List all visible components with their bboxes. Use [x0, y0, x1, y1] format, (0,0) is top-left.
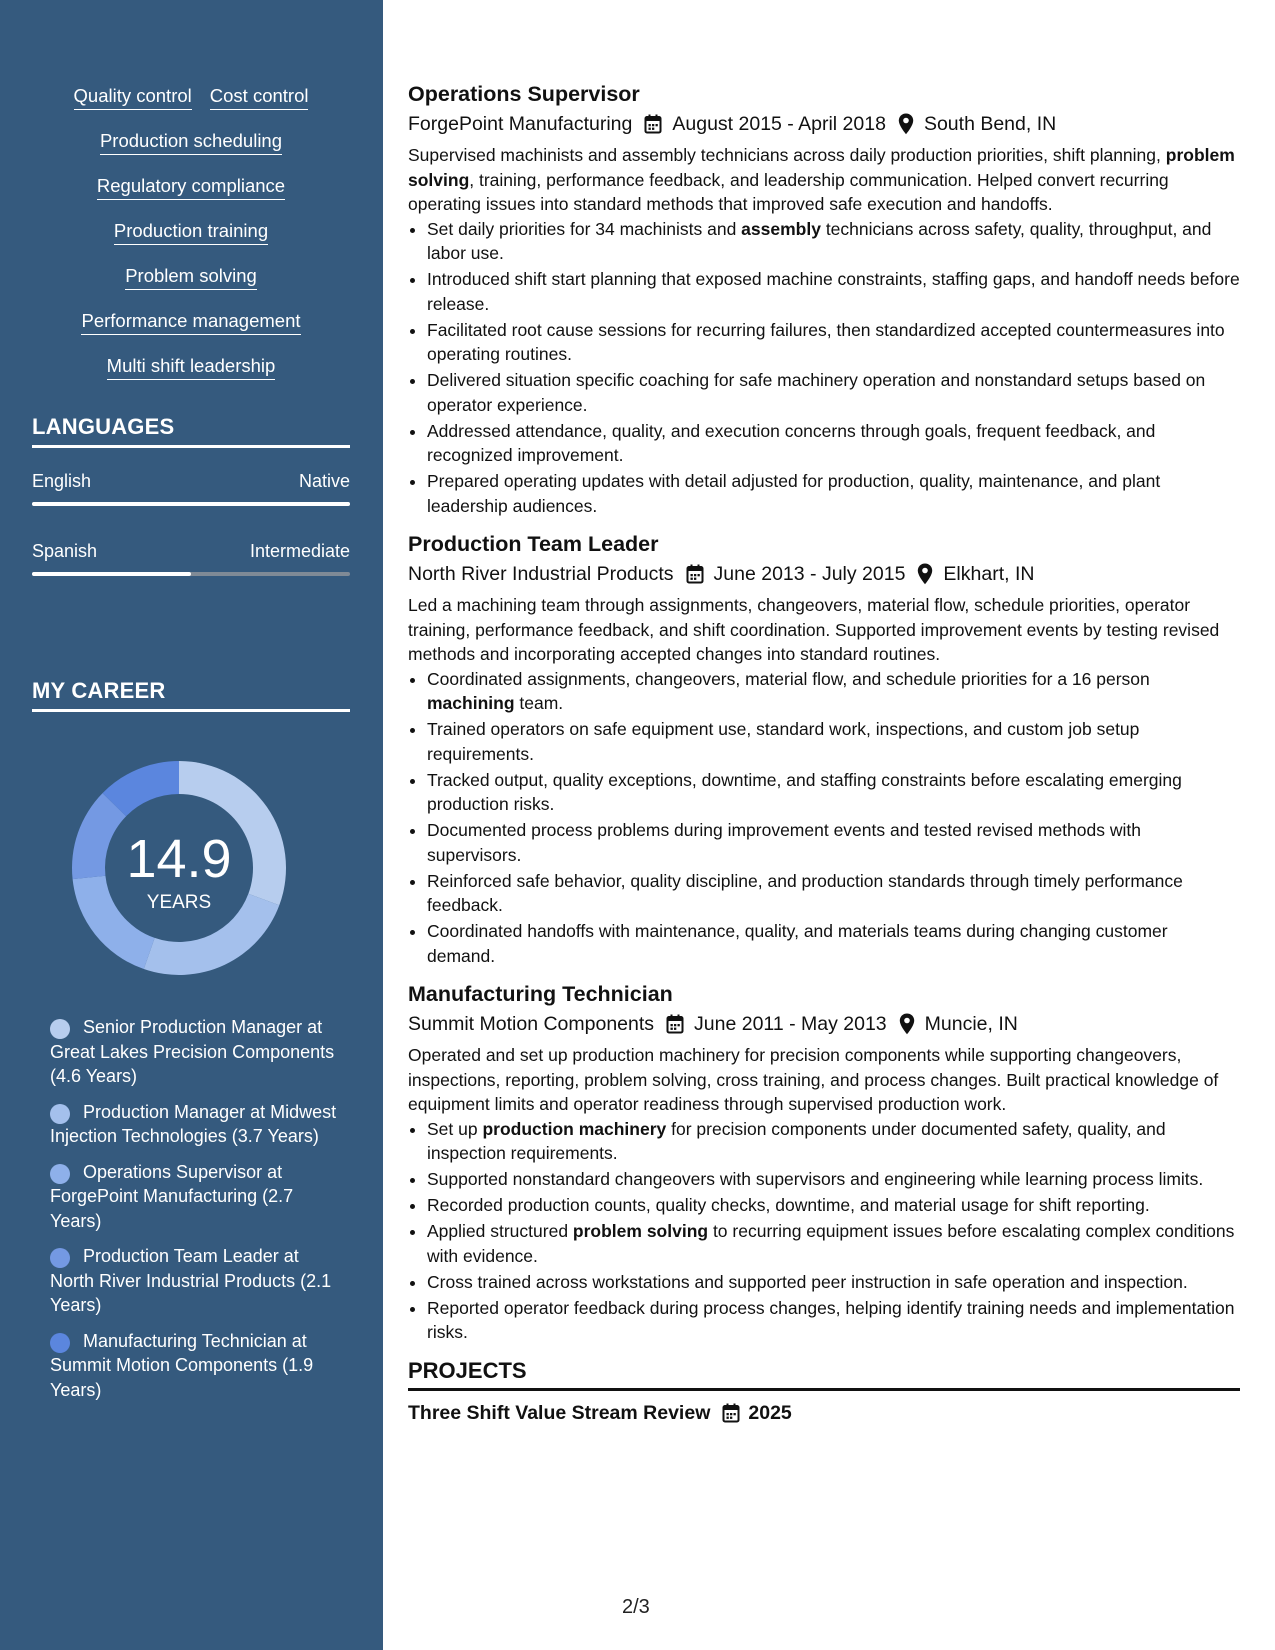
- job-bullet: [427, 1117, 1240, 1166]
- bold-keyword: problem solving: [408, 145, 1235, 190]
- language-name: Spanish: [32, 541, 98, 561]
- language-english: [32, 470, 350, 506]
- career-item-text: Operations Supervisor at ForgePoint Manufacturing (2.7 Years): [50, 1161, 294, 1231]
- experience-list: [408, 80, 1240, 1345]
- job-entry: [408, 80, 1240, 518]
- language-level: Intermediate: [249, 541, 350, 561]
- calendar-icon: [666, 1014, 684, 1034]
- job-location: South Bend, IN: [923, 113, 1057, 135]
- career-dot-icon: [50, 1104, 70, 1124]
- language-level: Native: [298, 471, 350, 491]
- skill-tag: Production training: [114, 219, 268, 245]
- text-run: Operated and set up production machinery for precision components while supporting changeovers, inspections, reporting, problem solving, cross training, and process changes. Built practical knowledge of equipment limits and operator readiness through supervised production work.: [408, 1045, 1219, 1114]
- job-dates: August 2015 - April 2018: [672, 113, 886, 135]
- job-bullet: [427, 1270, 1240, 1295]
- skill-tag: Production scheduling: [100, 129, 282, 155]
- skills-row: [32, 309, 350, 335]
- bold-keyword: machining: [427, 693, 515, 713]
- job-bullet: [427, 318, 1240, 367]
- career-dot-icon: [50, 1164, 70, 1184]
- skills-row: [32, 354, 350, 380]
- job-location: Muncie, IN: [924, 1013, 1018, 1035]
- job-bullet: [427, 919, 1240, 968]
- job-bullet: [427, 1193, 1240, 1218]
- career-item-text: Senior Production Manager at Great Lakes Precision Components (4.6 Years): [50, 1017, 335, 1086]
- career-donut-chart: [66, 755, 292, 981]
- job-summary: [408, 143, 1240, 217]
- job-bullets: [408, 1117, 1240, 1345]
- text-run: Introduced shift start planning that exposed machine constraints, staffing gaps, and handoff needs before release.: [427, 269, 1240, 314]
- text-run: Coordinated handoffs with maintenance, quality, and materials teams during changing customer demand.: [427, 921, 1168, 966]
- career-item-text: Production Manager at Midwest Injection Technologies (3.7 Years): [50, 1101, 337, 1146]
- language-proficiency-bar: [32, 502, 350, 506]
- career-item: [50, 1015, 340, 1089]
- job-bullet: [427, 267, 1240, 316]
- skills-list: [32, 84, 350, 399]
- languages-heading: LANGUAGES: [32, 414, 350, 448]
- text-run: Prepared operating updates with detail adjusted for production, quality, maintenance, and plant leadership audiences.: [427, 471, 1161, 516]
- skills-row: [32, 84, 350, 110]
- bold-keyword: production machinery: [482, 1118, 667, 1139]
- language-spanish: [32, 540, 350, 576]
- career-item: [50, 1244, 340, 1318]
- skills-row: [32, 264, 350, 290]
- calendar-icon: [686, 564, 704, 584]
- job-bullet: [427, 1167, 1240, 1192]
- text-run: Trained operators on safe equipment use, standard work, inspections, and custom job setup requirements.: [427, 719, 1140, 764]
- skill-tag: Performance management: [81, 309, 300, 335]
- sidebar: [0, 0, 383, 1650]
- text-run: Facilitated root cause sessions for recurring failures, then standardized accepted countermeasures into operating routines.: [427, 319, 1225, 364]
- language-proficiency-fill: [32, 572, 191, 576]
- text-run: Set up: [427, 1118, 483, 1139]
- text-run: Applied structured: [427, 1221, 573, 1241]
- job-entry: [408, 980, 1240, 1345]
- text-run: team.: [514, 693, 564, 713]
- bold-keyword: problem solving: [572, 1221, 709, 1241]
- skills-row: [32, 129, 350, 155]
- text-run: Documented process problems during improvement events and tested revised methods with supervisors.: [427, 820, 1141, 865]
- text-run: to recurring equipment issues before escalating complex conditions with evidence.: [427, 1221, 1235, 1266]
- job-title: Production Team Leader: [408, 532, 659, 556]
- career-item-text: Manufacturing Technician at Summit Motion Components (1.9 Years): [50, 1330, 314, 1400]
- skill-tag: Quality control: [74, 84, 192, 110]
- job-company: Summit Motion Components: [408, 1013, 655, 1035]
- job-bullet: [427, 768, 1240, 817]
- career-total: 14.9: [126, 829, 232, 889]
- job-company: ForgePoint Manufacturing: [408, 113, 633, 135]
- location-pin-icon: [917, 563, 933, 585]
- career-dot-icon: [50, 1333, 70, 1353]
- project-title: Three Shift Value Stream Review: [408, 1401, 711, 1424]
- job-entry: [408, 530, 1240, 968]
- job-bullet: [427, 1296, 1240, 1345]
- text-run: Supervised machinists and assembly technicians across daily production priorities, shift planning,: [408, 145, 1166, 165]
- text-run: Cross trained across workstations and supported peer instruction in safe operation and inspection.: [427, 1271, 1188, 1292]
- job-meta: [408, 110, 1240, 138]
- projects-heading: PROJECTS: [408, 1357, 1240, 1391]
- skills-row: [32, 219, 350, 245]
- job-bullet: [427, 217, 1240, 266]
- career-dot-icon: [50, 1019, 70, 1039]
- text-run: for precision components under documented safety, quality, and inspection requirements.: [427, 1118, 1166, 1163]
- job-location: Elkhart, IN: [943, 563, 1035, 585]
- language-proficiency-bar: [32, 572, 350, 576]
- project-item: [408, 1399, 1240, 1427]
- job-bullet: [427, 469, 1240, 518]
- skill-tag: Regulatory compliance: [97, 174, 285, 200]
- skills-row: [32, 174, 350, 200]
- text-run: Led a machining team through assignments, changeovers, material flow, schedule priorities, operator training, performance feedback, and shift coordination. Supported improvement events by testing revised methods and incorporating accepted changes into standard routines.: [408, 595, 1220, 664]
- job-title: Manufacturing Technician: [408, 982, 673, 1006]
- text-run: Supported nonstandard changeovers with supervisors and engineering while learning process limits.: [427, 1169, 1204, 1189]
- text-run: Reported operator feedback during process changes, helping identify training needs and implementation risks.: [427, 1297, 1235, 1342]
- text-run: Delivered situation specific coaching for safe machinery operation and nonstandard setups based on operator experience.: [427, 370, 1206, 415]
- job-bullet: [427, 667, 1240, 716]
- main-content: [408, 80, 1240, 1427]
- text-run: Reinforced safe behavior, quality discipline, and production standards through timely performance feedback.: [427, 870, 1183, 915]
- career-item: [50, 1100, 340, 1149]
- job-bullets: [408, 217, 1240, 519]
- text-run: Set daily priorities for 34 machinists and: [427, 218, 742, 239]
- page-number: 2/3: [622, 1596, 650, 1618]
- skill-tag: Multi shift leadership: [107, 354, 276, 380]
- skill-tag: Cost control: [210, 84, 309, 110]
- career-list: [50, 1015, 340, 1413]
- job-bullets: [408, 667, 1240, 969]
- location-pin-icon: [898, 113, 914, 135]
- language-proficiency-fill: [32, 502, 350, 506]
- job-bullet: [427, 1219, 1240, 1268]
- job-summary: [408, 593, 1240, 667]
- job-company: North River Industrial Products: [408, 563, 674, 585]
- job-title: Operations Supervisor: [408, 82, 640, 106]
- job-meta: [408, 1010, 1240, 1038]
- text-run: Recorded production counts, quality checks, downtime, and material usage for shift reporting.: [427, 1195, 1150, 1215]
- career-item: [50, 1329, 340, 1403]
- job-bullet: [427, 368, 1240, 417]
- language-name: English: [32, 471, 92, 491]
- job-bullet: [427, 419, 1240, 468]
- job-summary: [408, 1043, 1240, 1117]
- career-dot-icon: [50, 1248, 70, 1268]
- text-run: Tracked output, quality exceptions, downtime, and staffing constraints before escalating emerging production risks.: [427, 769, 1182, 814]
- location-pin-icon: [899, 1013, 915, 1035]
- calendar-icon: [644, 114, 662, 134]
- career-donut-segment-3: [73, 876, 155, 969]
- job-bullet: [427, 869, 1240, 918]
- job-meta: [408, 560, 1240, 588]
- job-dates: June 2013 - July 2015: [713, 563, 906, 585]
- text-run: Addressed attendance, quality, and execution concerns through goals, frequent feedback, and recognized improvement.: [427, 420, 1156, 465]
- career-unit: YEARS: [146, 892, 212, 913]
- skill-tag: Problem solving: [125, 264, 257, 290]
- career-item-text: Production Team Leader at North River Industrial Products (2.1 Years): [50, 1246, 332, 1315]
- text-run: , training, performance feedback, and leadership communication. Helped convert recurring operating issues into standard methods that improved safe execution and handoffs.: [408, 169, 1169, 214]
- text-run: technicians across safety, quality, throughput, and labor use.: [427, 218, 1212, 263]
- career-heading: MY CAREER: [32, 678, 350, 712]
- bold-keyword: assembly: [741, 218, 821, 239]
- job-bullet: [427, 818, 1240, 867]
- calendar-icon: [722, 1403, 740, 1423]
- career-item: [50, 1160, 340, 1234]
- job-dates: June 2011 - May 2013: [694, 1013, 887, 1035]
- project-year: 2025: [748, 1401, 792, 1424]
- text-run: Coordinated assignments, changeovers, material flow, and schedule priorities for a 16 person: [427, 668, 1150, 689]
- job-bullet: [427, 717, 1240, 766]
